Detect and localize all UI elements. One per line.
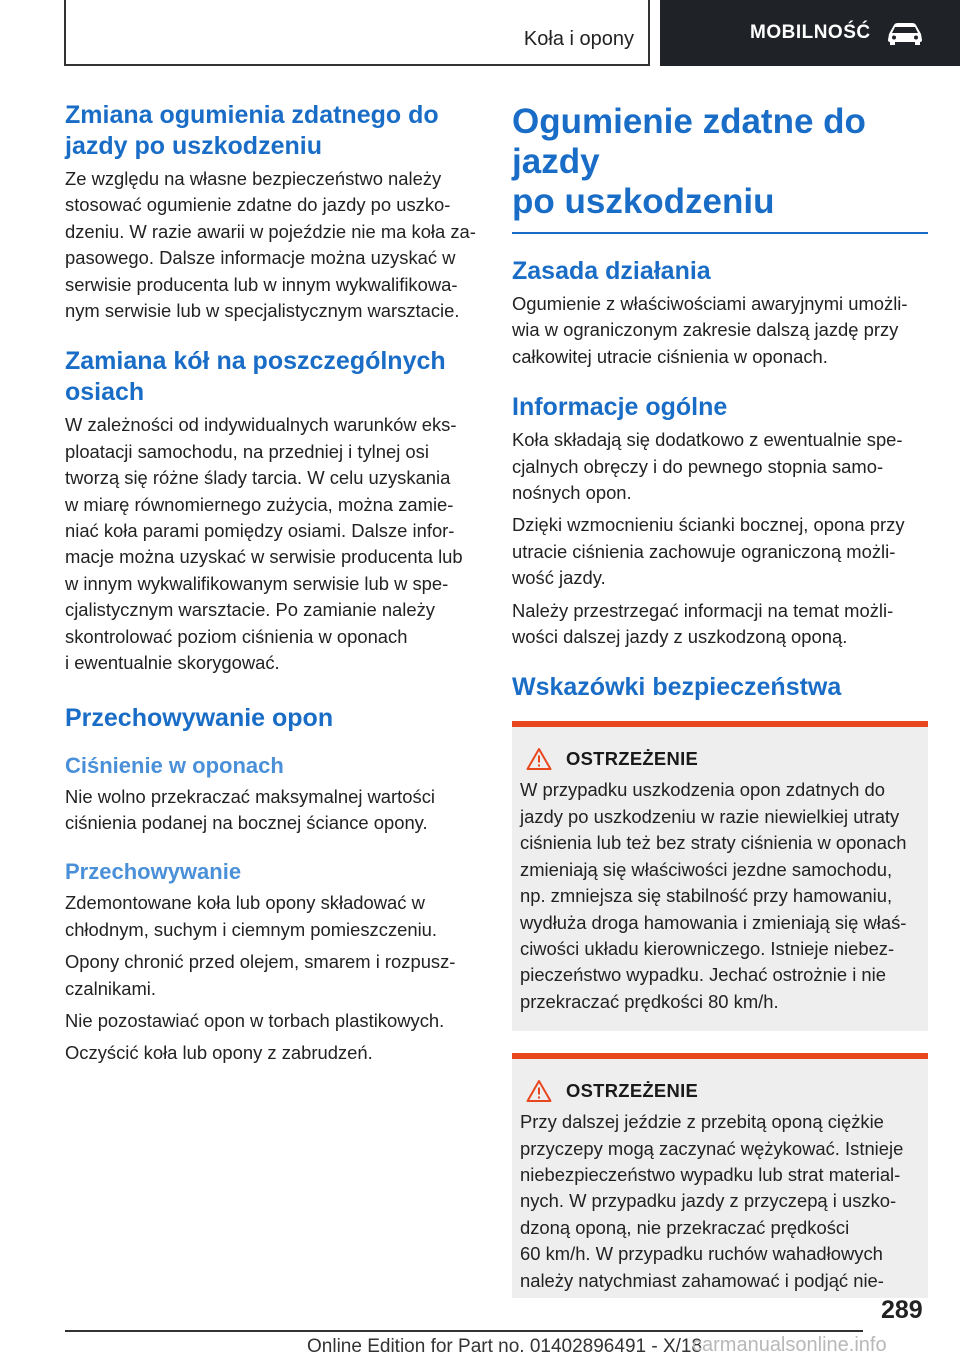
heading-principle: Zasada działania [512, 257, 711, 285]
car-icon [885, 20, 925, 46]
heading-swap-wheels: Zamiana kół na poszczególnych osiach [65, 347, 446, 407]
paragraph-general-3: Należy przestrzegać informacji na temat możli- wości dalszej jazdy z uszkodzoną oponą. [512, 599, 894, 648]
watermark: carmanualsonline.info [692, 1334, 887, 1356]
footer-divider [65, 1330, 863, 1332]
warning-box-1 [512, 721, 928, 1031]
paragraph-general-2: Dzięki wzmocnieniu ścianki bocznej, opona przy utracie ciśnienia zachowuje ograniczoną możli- wość jazdy. [512, 514, 905, 589]
paragraph-storing-1: Zdemontowane koła lub opony składować w chłodnym, suchym i ciemnym pomieszczeniu. [65, 892, 438, 940]
warning-title: OSTRZEŻENIE [566, 748, 699, 770]
warning-box-2 [512, 1053, 928, 1298]
heading-storage: Przechowywanie opon [65, 703, 334, 732]
header-frame [64, 0, 650, 66]
page-number: 289 [881, 1296, 923, 1324]
heading-storing: Przechowywanie [65, 859, 242, 885]
paragraph-storing-4: Oczyścić koła lub opony z zabrudzeń. [65, 1042, 373, 1064]
warning-triangle-icon [526, 747, 552, 771]
chapter-label: MOBILNOŚĆ [750, 22, 871, 43]
paragraph-pressure: Nie wolno przekraczać maksymalnej wartości ciśnienia podanej na bocznej ściance opony. [65, 785, 435, 833]
page-title: Ogumienie zdatne do jazdy po uszkodzeniu [512, 102, 866, 221]
warning-text: W przypadku uszkodzenia opon zdatnych do jazdy po uszkodzeniu w razie niewielkiej utraty ciśnienia lub też bez straty ciśnienia w oponach zmieniają się właściwości jezdne samochodu, np. zmniejsza się stabilność przy hamowaniu, wydłuża droga hamowania i zmieniają się właś- ciwości układu kierowniczego. Istnieje niebez- pieczeństwo wypadku. Jechać ostrożnie i nie przekraczać prędkości 80 km/h. [520, 779, 907, 1012]
warning-triangle-icon [526, 1079, 552, 1103]
warning-header [526, 1079, 918, 1103]
right-column [512, 102, 928, 1298]
heading-repair-tires: Zmiana ogumienia zdatnego do jazdy po uszkodzeniu [65, 101, 439, 160]
paragraph-swap-wheels: W zależności od indywidualnych warunków eks- ploatacji samochodu, na przedniej i tylnej osi tworzą się różne ślady tarcia. W celu uzyskania w miarę równomiernego zużycia, można zamie- niać koła parami pomiędzy osiami. Dalsze infor- macje można uzyskać w serwisie producenta lub w innym wykwalifikowanym serwisie lub w spe- cjalistycznym warsztacie. Po zamianie należy skontrolować poziom ciśnienia w oponach i ewentualnie skorygować. [65, 414, 463, 674]
paragraph-storing-2: Opony chronić przed olejem, smarem i rozpusz- czalnikami. [65, 951, 456, 999]
paragraph-principle: Ogumienie z właściwościami awaryjnymi umożli- wia w ograniczonym zakresie dalszą jazdę przy całkowitej utracie ciśnienia w oponach. [512, 293, 908, 367]
heading-general: Informacje ogólne [512, 393, 728, 422]
section-title: Koła i opony [523, 28, 634, 50]
left-column [65, 100, 480, 1067]
paragraph-repair-tires: Ze względu na własne bezpieczeństwo należy stosować ogumienie zdatne do jazdy po uszko- dzeniu. W razie awarii w pojeździe nie ma koła za- pasowego. Dalsze informacje można uzyskać w serwisie producenta lub w innym wykwalifikowa- nym serwisie lub w specjalistycznym warsztacie. [65, 168, 476, 322]
warning-text: Przy dalszej jeździe z przebitą oponą ciężkie przyczepy mogą zaczynać wężykować. Istnieje niebezpieczeństwo wypadku lub strat material- nych. W przypadku jazdy z przyczepą i uszko- dzoną oponą, nie przekraczać prędkości 60 km/h. W przypadku ruchów wahadłowych należy natychmiast zahamować i podjąć nie- [520, 1111, 904, 1291]
paragraph-storing-3: Nie pozostawiać opon w torbach plastikowych. [65, 1009, 445, 1031]
heading-pressure: Ciśnienie w oponach [65, 752, 284, 778]
chapter-tab [660, 0, 960, 66]
warning-title: OSTRZEŻENIE [566, 1080, 699, 1102]
edition-note: Online Edition for Part no. 01402896491 - X/18 [307, 1336, 703, 1357]
title-divider [512, 232, 928, 234]
heading-safety: Wskazówki bezpieczeństwa [512, 673, 842, 702]
paragraph-general-1: Koła składają się dodatkowo z ewentualnie spe- cjalnych obręczy i do pewnego stopnia samo- nośnych opon. [512, 429, 903, 504]
warning-header [526, 747, 918, 771]
